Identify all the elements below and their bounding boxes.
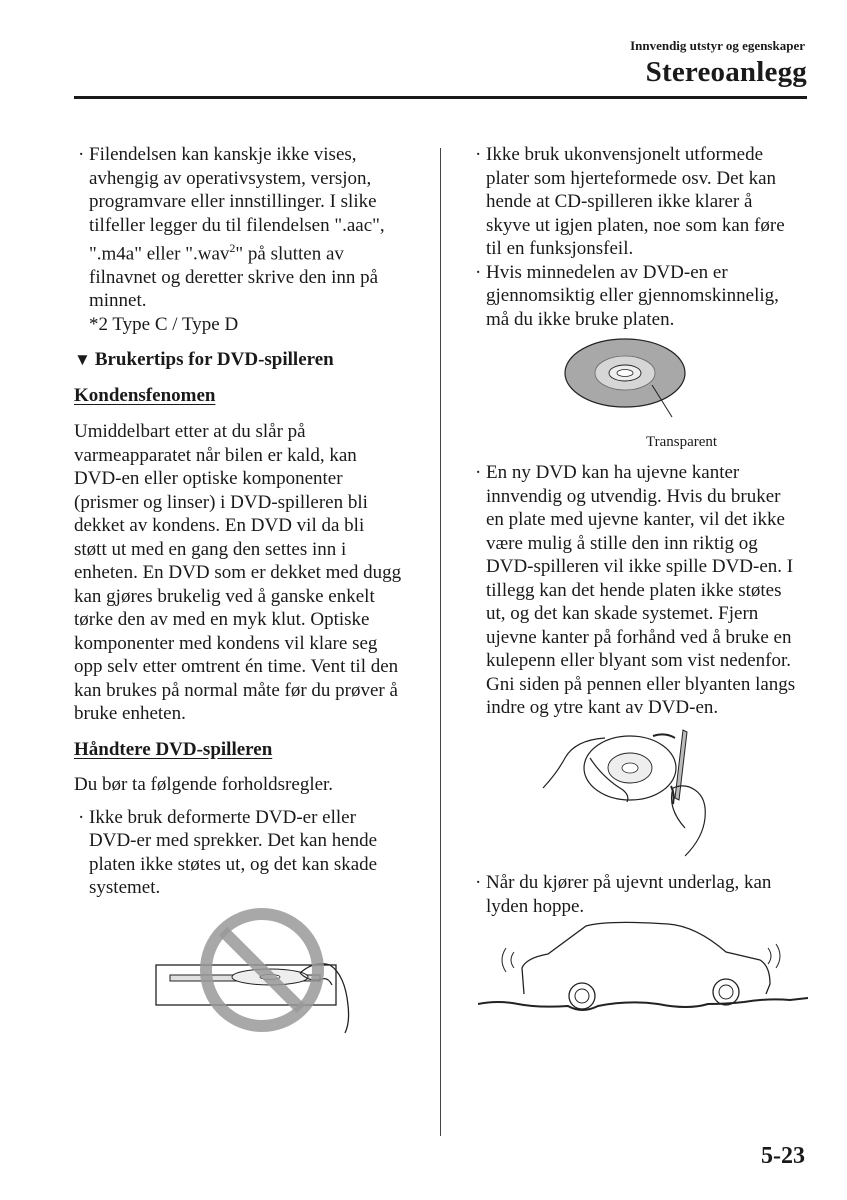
hand-pen-disc-icon (535, 728, 725, 858)
triangle-icon: ▼ (74, 350, 91, 370)
bullet-dot: · (475, 144, 482, 165)
bullet-dot: · (475, 261, 482, 283)
car-bumpy-road-icon (478, 918, 808, 1018)
no-sign-icon (150, 905, 365, 1035)
page-title: Stereoanlegg (645, 56, 807, 88)
bullet-dot: · (78, 144, 85, 165)
bullet-dot: · (475, 872, 482, 893)
section-label: Innvendig utstyr og egenskaper (630, 38, 805, 53)
bullet-odd-shaped: · Ikke bruk ukonvensjonelt utformede plater som hjerteformede osv. Det kan hende at CD-spilleren ikke klarer å skyve ut igjen platen, noe som kan føre til en funksjonsfeil. (475, 144, 785, 259)
bullet-dot: · (475, 462, 482, 483)
bullet-file-extension: · Filendelsen kan kanskje ikke vises, avhengig av operativsystem, versjon, programvare eller innstillinger. I slike tilfeller legger du til filendelsen ".aac", ".m4a" eller ".wav$^2$" på slutten av filnavnet og deretter skrive den inn på minnet. *2 Type C / Type D (74, 143, 424, 336)
bullet-transparent: · Hvis minnedelen av DVD-en er gjennomsiktig eller gjennomskinnelig, må du ikke bruke platen. (475, 261, 779, 330)
subhead-handling: Håndtere DVD-spilleren (74, 738, 273, 760)
transparent-disc-icon (560, 335, 705, 425)
bullet-deformed-dvd: · Ikke bruk deformerte DVD-er eller DVD-er med sprekker. Det kan hende platen ikke støtes ut, og det kan skade systemet. (78, 806, 378, 899)
bullet-rough-edges: · En ny DVD kan ha ujevne kanter innvendig og utvendig. Hvis du bruker en plate med ujevne kanter, vil det ikke være mulig å stille den inn riktig og DVD-spilleren vil ikke spille DVD-en. I tillegg kan det hende platen ikke støtes ut, og det kan skade systemet. Fjern ujevne kanter på forhånd ved å bruke en kulepenn eller blyant som vist nedenfor. Gni siden på pennen eller blyanten langs indre og ytre kant av DVD-en. (475, 462, 796, 718)
page-number: 5-23 (761, 1143, 805, 1169)
figure-caption: Transparent (646, 434, 718, 450)
bullet-dot: · (78, 806, 85, 828)
section-heading: ▼ Brukertips for DVD-spilleren (74, 349, 334, 371)
para-precautions: Du bør ta følgende forholdsregler. (74, 774, 334, 796)
subhead-condensation: Kondensfenomen (74, 384, 216, 406)
bullet-bumpy-road: · Når du kjører på ujevnt underlag, kan lyden hoppe. (475, 872, 772, 917)
para-condensation: Umiddelbart etter at du slår på varmeapparatet når bilen er kald, kan DVD-en eller optiske komponenter (prismer og linser) i DVD-spilleren bli dekket av kondens. En DVD vil da bli støtt ut med en gang den settes inn i enheten. En DVD som er dekket med dugg kan gjøres brukelig ved å ganske enkelt tørke den av med en myk klut. Optiske komponenter med kondens vil klare seg opp selv etter omtrent én time. Vent til den kan brukes på normal måte før du prøver å bruke enheten. (74, 421, 402, 725)
footnote: *2 Type C / Type D (89, 313, 239, 335)
left-column (74, 143, 424, 900)
header-rule (74, 96, 807, 99)
column-divider (440, 148, 441, 1136)
right-column (471, 143, 816, 720)
